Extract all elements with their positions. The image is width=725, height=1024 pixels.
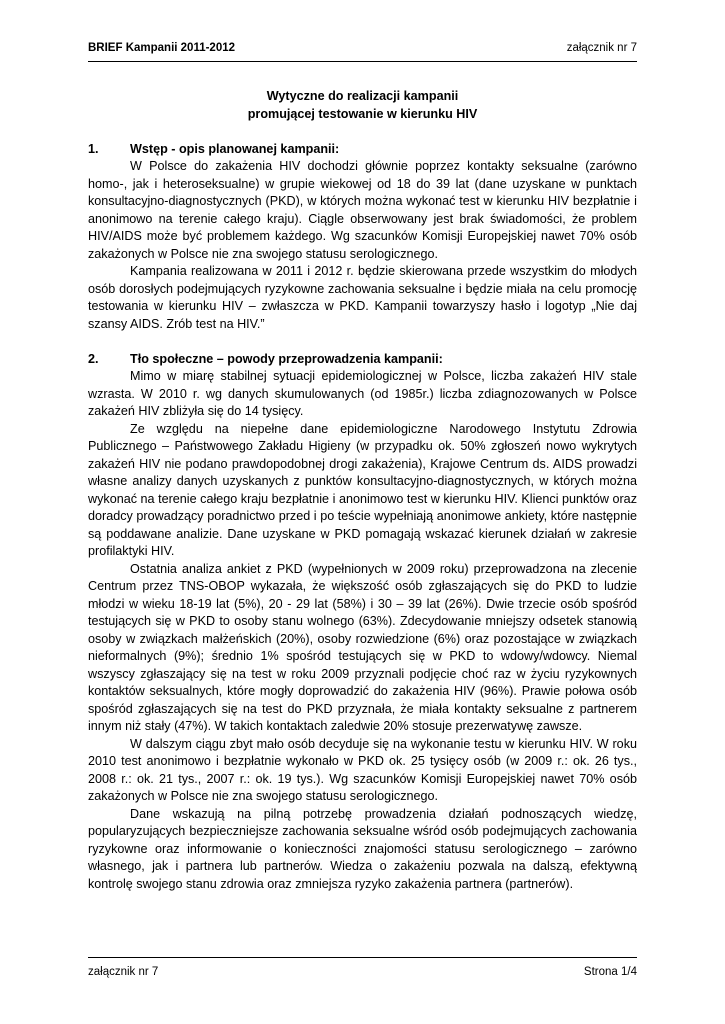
section-2-paragraph-2: Ze względu na niepełne dane epidemiologiczne Narodowego Instytutu Zdrowia Publicznego – Państwowego Zakładu Higieny (w przypadku ok. 50% zgłoszeń nowo wykrytych zakażeń HIV nie podano prawdopodobnej drogi zakażenia), Krajowe Centrum ds. AIDS prowadzi własne analizy danych uzyskanych z punktów konsultacyjno-diagnostycznych, w których można wykonać na terenie całego kraju bezpłatnie i anonimowo test w kierunku HIV. Klienci punktów oraz doradcy prowadzący poradnictwo przed i po teście wypełniają anonimowe ankiety, które następnie są poddawane analizie. Dane uzyskane w PKD pomagają wskazać kierunek działań w zakresie profilaktyki HIV. <box>88 421 637 558</box>
footer-attachment: załącznik nr 7 <box>88 966 159 978</box>
section-2-title: Tło społeczne – powody przeprowadzenia kampanii: <box>130 351 443 366</box>
page-number: Strona 1/4 <box>583 966 637 978</box>
section-1-paragraph-1: W Polsce do zakażenia HIV dochodzi głównie poprzez kontakty seksualne (zarówno homo-, jak i heteroseksualne) w grupie wiekowej od 18 do 39 lat (dane uzyskane w punktach konsultacyjno-diagnostycznych (PKD), w których można wykonać test w kierunku HIV bezpłatnie i anonimowo na terenie całego kraju). Ciągle obserwowany jest brak świadomości, że problem HIV/AIDS może być problemem każdego. Wg szacunków Komisji Europejskiej nawet 70% osób zakażonych w Polsce nie zna swojego statusu serologicznego. <box>88 159 637 261</box>
header-rule <box>88 61 637 62</box>
header-attachment: załącznik nr 7 <box>566 42 637 54</box>
section-2-heading <box>88 351 637 369</box>
document-title-line-1: Wytyczne do realizacji kampanii <box>266 89 459 103</box>
section-1-number: 1. <box>88 141 99 156</box>
header-title: BRIEF Kampanii 2011-2012 <box>88 42 236 54</box>
page-header <box>88 42 637 58</box>
section-2-paragraph-3: Ostatnia analiza ankiet z PKD (wypełnionych w 2009 roku) przeprowadzona na zlecenie Centrum przez TNS-OBOP wykazała, że większość osób zgłaszających się do PKD to ludzie młodzi w wieku 18-19 lat (5%), 20 - 29 lat (58%) i 30 – 39 lat (26%). Dwie trzecie osób spośród testujących się w PKD to osoby stanu wolnego (63%). Zdecydowanie mniejszy odsetek stanowią osoby w związkach małżeńskich (20%), osoby rozwiedzione (6%) oraz pozostające w związkach nieformalnych (9%); średnio 1% spośród testujących się w PKD to wdowy/wdowcy. Niemal wszyscy zgłaszający się na test w roku 2009 przyznali podjęcie choć raz w życiu ryzykownych kontaktów seksualnych, które mogły doprowadzić do zakażenia HIV (96%). Prawie połowa osób spośród zgłaszających się na test do PKD przyznała, że miała kontakty seksualne z partnerem innym niż stały (47%). W takich kontaktach zaledwie 20% stosuje prezerwatywę zawsze. <box>88 561 637 733</box>
section-2-paragraph-1: Mimo w miarę stabilnej sytuacji epidemiologicznej w Polsce, liczba zakażeń HIV stale wzrasta. W 2010 r. wg danych skumulowanych (od 1985r.) liczba zdiagnozowanych w Polsce zakażeń HIV zbliżyła się do 14 tysięcy. <box>88 369 637 418</box>
section-1-heading <box>88 141 637 159</box>
section-1-paragraph-2: Kampania realizowana w 2011 i 2012 r. będzie skierowana przede wszystkim do młodych osób dorosłych podejmujących ryzykowne zachowania seksualne i będzie miała na celu promocję testowania w kierunku HIV – zwłaszcza w PKD. Kampanii towarzyszy hasło i logotyp „Nie daj szansy AIDS. Zrób test na HIV.” <box>88 264 637 331</box>
section-2-paragraph-4: W dalszym ciągu zbyt mało osób decyduje się na wykonanie testu w kierunku HIV. W roku 2010 test anonimowo i bezpłatnie wykonało w PKD ok. 25 tysięcy osób (w 2009 r.: ok. 26 tys., 2008 r.: ok. 21 tys., 2007 r.: ok. 19 tys.). Wg szacunków Komisji Europejskiej nawet 70% osób zakażonych w Polsce nie zna swojego statusu serologicznego. <box>88 736 637 803</box>
page-footer <box>88 966 637 982</box>
footer-rule <box>88 957 637 958</box>
document-body <box>88 88 637 893</box>
document-title-line-2: promującej testowanie w kierunku HIV <box>247 106 478 121</box>
section-2-number: 2. <box>88 351 99 366</box>
section-1-title: Wstęp - opis planowanej kampanii: <box>130 141 340 156</box>
section-2-paragraph-5: Dane wskazują na pilną potrzebę prowadzenia działań podnoszących wiedzę, popularyzujących bezpieczniejsze zachowania seksualne wśród osób podejmujących zachowania ryzykowne oraz informowanie o konieczności znajomości statusu serologicznego – zarówno własnego, jak i partnera lub partnerów. Wiedza o zakażeniu pozwala na dalszą, efektywną kontrolę swojego stanu zdrowia oraz zmniejsza ryzyko zakażenia partnera (partnerów). <box>88 806 637 891</box>
